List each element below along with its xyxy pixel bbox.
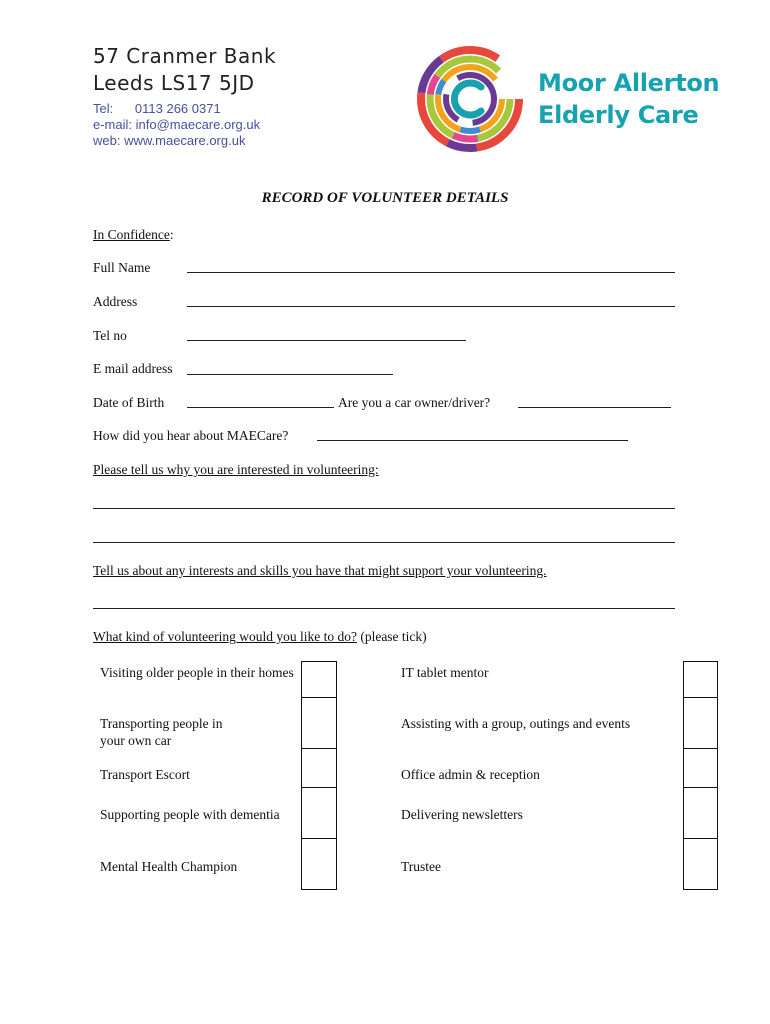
why-interested-line-1[interactable] bbox=[93, 508, 675, 509]
email-label: E mail address bbox=[93, 361, 173, 376]
address-line-1: 57 Cranmer Bank bbox=[93, 44, 277, 68]
option-dementia: Supporting people with dementia bbox=[100, 807, 280, 822]
address-label: Address bbox=[93, 294, 138, 309]
mae-logo-icon bbox=[415, 44, 525, 154]
checkbox-group-outings[interactable] bbox=[683, 697, 718, 749]
form-title: RECORD OF VOLUNTEER DETAILS bbox=[261, 190, 509, 206]
brand-name-line-2: Elderly Care bbox=[538, 101, 699, 129]
full-name-label: Full Name bbox=[93, 260, 151, 275]
kind-of-volunteering-label: What kind of volunteering would you like to do? (please tick) bbox=[93, 629, 427, 644]
option-trustee: Trustee bbox=[401, 859, 442, 874]
contact-email: e-mail: info@maecare.org.uk bbox=[93, 117, 261, 132]
option-newsletters: Delivering newsletters bbox=[401, 807, 523, 822]
why-interested-line-2[interactable] bbox=[93, 542, 675, 543]
why-interested-label: Please tell us why you are interested in volunteering: bbox=[93, 462, 379, 477]
full-name-field[interactable] bbox=[187, 272, 675, 273]
option-transport-escort: Transport Escort bbox=[100, 767, 190, 782]
checkbox-visiting[interactable] bbox=[301, 661, 337, 698]
option-group-outings: Assisting with a group, outings and events bbox=[401, 716, 631, 731]
checkbox-dementia[interactable] bbox=[301, 787, 337, 839]
option-office-admin: Office admin & reception bbox=[401, 767, 540, 782]
email-field[interactable] bbox=[187, 374, 393, 375]
in-confidence-label: In Confidence: bbox=[93, 227, 174, 242]
contact-tel: Tel: 0113 266 0371 bbox=[93, 101, 221, 116]
option-it-tablet: IT tablet mentor bbox=[401, 665, 489, 680]
option-visiting: Visiting older people in their homes bbox=[100, 665, 294, 680]
option-transporting: Transporting people in your own car bbox=[100, 716, 223, 748]
checkbox-transport-escort[interactable] bbox=[301, 748, 337, 788]
address-field[interactable] bbox=[187, 306, 675, 307]
hear-about-field[interactable] bbox=[317, 440, 628, 441]
contact-web: web: www.maecare.org.uk bbox=[93, 133, 246, 148]
skills-label: Tell us about any interests and skills you have that might support your volunteering. bbox=[93, 563, 547, 578]
brand-name-line-1: Moor Allerton bbox=[538, 69, 720, 97]
tel-no-label: Tel no bbox=[93, 328, 127, 343]
option-mental-health: Mental Health Champion bbox=[100, 859, 238, 874]
address-line-2: Leeds LS17 5JD bbox=[93, 71, 255, 95]
checkbox-newsletters[interactable] bbox=[683, 787, 718, 839]
checkbox-office-admin[interactable] bbox=[683, 748, 718, 788]
checkbox-trustee[interactable] bbox=[683, 838, 718, 890]
checkbox-it-tablet[interactable] bbox=[683, 661, 718, 698]
dob-label: Date of Birth bbox=[93, 395, 165, 410]
hear-about-label: How did you hear about MAECare? bbox=[93, 428, 289, 443]
skills-line[interactable] bbox=[93, 608, 675, 609]
checkbox-transporting[interactable] bbox=[301, 697, 337, 749]
car-owner-label: Are you a car owner/driver? bbox=[338, 395, 491, 410]
checkbox-mental-health[interactable] bbox=[301, 838, 337, 890]
car-owner-field[interactable] bbox=[518, 407, 671, 408]
tel-no-field[interactable] bbox=[187, 340, 466, 341]
dob-field[interactable] bbox=[187, 407, 334, 408]
